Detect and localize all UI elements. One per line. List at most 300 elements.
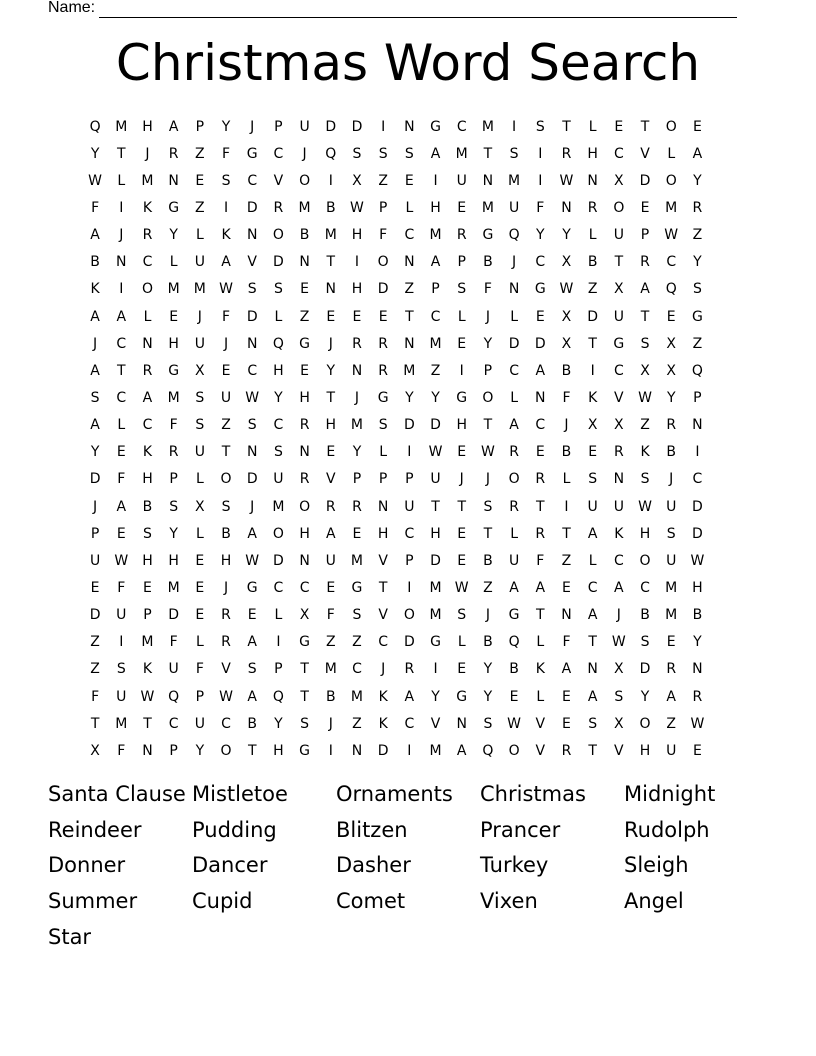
grid-letter: E xyxy=(692,118,702,135)
grid-letter: D xyxy=(587,308,599,325)
grid-letter: U xyxy=(273,471,284,488)
grid-letter: F xyxy=(379,227,388,244)
word-list-item: Turkey xyxy=(480,853,549,878)
grid-letter: S xyxy=(195,389,205,406)
grid-letter: R xyxy=(299,417,310,434)
grid-letter: E xyxy=(195,172,205,189)
grid-letter: U xyxy=(456,172,467,189)
grid-letter: H xyxy=(168,552,179,569)
grid-letter: N xyxy=(404,335,415,352)
grid-letter: O xyxy=(220,471,232,488)
grid-letter: J xyxy=(223,335,229,352)
grid-letter: J xyxy=(381,661,386,678)
grid-letter: U xyxy=(168,661,179,678)
grid-letter: F xyxy=(91,199,100,216)
grid-letter: T xyxy=(536,498,545,515)
grid-letter: U xyxy=(587,498,598,515)
grid-letter: C xyxy=(273,417,284,434)
grid-letter: H xyxy=(430,525,441,542)
grid-letter: T xyxy=(326,254,336,271)
grid-letter: F xyxy=(222,308,231,325)
grid-letter: P xyxy=(431,281,440,298)
grid-row xyxy=(82,113,711,140)
grid-letter: N xyxy=(299,444,310,461)
grid-letter: M xyxy=(167,579,180,596)
grid-row xyxy=(82,303,711,330)
grid-letter: M xyxy=(429,742,442,759)
word-list-item: Donner xyxy=(48,853,126,878)
grid-letter: S xyxy=(143,525,152,542)
grid-letter: R xyxy=(221,607,231,624)
grid-letter: U xyxy=(116,607,127,624)
grid-letter: Y xyxy=(195,742,205,759)
grid-letter: M xyxy=(324,227,337,244)
grid-letter: J xyxy=(250,498,255,515)
grid-letter: T xyxy=(588,634,597,651)
grid-letter: T xyxy=(640,308,650,325)
grid-letter: L xyxy=(379,444,388,461)
grid-letter: Z xyxy=(90,661,100,678)
word-list-item: Vixen xyxy=(480,889,538,914)
grid-letter: M xyxy=(115,118,128,135)
grid-letter: D xyxy=(168,607,180,624)
grid-letter: L xyxy=(457,308,466,325)
grid-letter: U xyxy=(666,552,677,569)
grid-letter: E xyxy=(300,362,310,379)
grid-letter: S xyxy=(483,498,493,515)
grid-letter: O xyxy=(220,742,232,759)
word-row xyxy=(48,848,768,884)
grid-letter: R xyxy=(640,254,650,271)
grid-letter: V xyxy=(535,742,546,759)
word-list-item: Christmas xyxy=(480,781,586,806)
grid-letter: Z xyxy=(430,362,441,379)
grid-letter: X xyxy=(352,172,362,189)
grid-letter: L xyxy=(536,688,545,705)
grid-letter: E xyxy=(221,362,231,379)
grid-letter: C xyxy=(535,254,546,271)
grid-letter: Z xyxy=(587,281,598,298)
grid-letter: T xyxy=(640,118,650,135)
grid-letter: S xyxy=(247,281,257,298)
word-list-item: Dasher xyxy=(336,853,411,878)
grid-letter: A xyxy=(90,362,100,379)
word-list-item: Santa Clause xyxy=(48,781,186,806)
grid-letter: B xyxy=(561,444,572,461)
grid-letter: S xyxy=(273,281,283,298)
word-list-item: Sleigh xyxy=(624,853,689,878)
grid-letter: T xyxy=(326,389,336,406)
grid-letter: U xyxy=(194,335,205,352)
grid-letter: T xyxy=(562,525,571,542)
grid-letter: S xyxy=(640,471,650,488)
grid-letter: O xyxy=(299,498,311,515)
grid-letter: R xyxy=(378,362,389,379)
grid-letter: S xyxy=(692,281,702,298)
grid-letter: F xyxy=(326,607,335,624)
grid-letter: Z xyxy=(404,281,415,298)
grid-letter: P xyxy=(352,471,362,488)
grid-letter: Y xyxy=(562,227,571,244)
grid-letter: X xyxy=(614,172,624,189)
grid-letter: M xyxy=(665,579,678,596)
grid-letter: N xyxy=(299,254,310,271)
grid-letter: A xyxy=(325,525,336,542)
grid-letter: H xyxy=(299,389,310,406)
grid-letter: B xyxy=(325,199,336,216)
grid-letter: P xyxy=(143,607,152,624)
grid-letter: D xyxy=(246,308,258,325)
grid-letter: I xyxy=(538,145,543,162)
grid-letter: Q xyxy=(272,335,284,352)
grid-letter: G xyxy=(351,579,363,596)
grid-letter: N xyxy=(246,227,258,244)
grid-letter: X xyxy=(561,254,572,271)
grid-row xyxy=(82,194,711,221)
grid-letter: W xyxy=(428,444,443,461)
grid-letter: D xyxy=(89,607,101,624)
grid-letter: M xyxy=(272,498,285,515)
grid-letter: L xyxy=(562,471,571,488)
grid-letter: M xyxy=(298,199,311,216)
grid-letter: S xyxy=(614,688,624,705)
grid-letter: J xyxy=(328,715,333,732)
grid-letter: B xyxy=(509,661,519,678)
grid-letter: U xyxy=(666,498,677,515)
grid-letter: M xyxy=(429,335,442,352)
grid-letter: E xyxy=(300,281,310,298)
grid-letter: L xyxy=(588,552,597,569)
grid-letter: A xyxy=(247,688,257,705)
grid-letter: X xyxy=(614,661,624,678)
grid-letter: C xyxy=(116,335,127,352)
grid-letter: I xyxy=(328,172,333,189)
word-list-item: Comet xyxy=(336,889,406,914)
grid-letter: R xyxy=(587,199,598,216)
grid-letter: N xyxy=(142,742,153,759)
grid-letter: E xyxy=(143,579,152,596)
grid-letter: R xyxy=(509,444,519,461)
grid-letter: N xyxy=(587,661,598,678)
grid-letter: U xyxy=(194,715,205,732)
grid-letter: O xyxy=(508,471,520,488)
grid-letter: F xyxy=(117,742,126,759)
grid-letter: A xyxy=(666,688,676,705)
grid-letter: Q xyxy=(482,742,494,759)
grid-letter: J xyxy=(328,335,333,352)
grid-letter: R xyxy=(535,525,546,542)
grid-letter: L xyxy=(588,118,597,135)
grid-letter: E xyxy=(457,525,467,542)
grid-letter: R xyxy=(666,661,677,678)
grid-letter: Y xyxy=(90,444,100,461)
grid-letter: J xyxy=(250,118,255,135)
grid-letter: K xyxy=(142,661,153,678)
grid-letter: B xyxy=(325,688,336,705)
grid-letter: B xyxy=(587,254,598,271)
grid-letter: X xyxy=(666,362,677,379)
grid-letter: T xyxy=(117,145,126,162)
grid-letter: H xyxy=(377,525,389,542)
grid-letter: V xyxy=(378,552,388,569)
grid-letter: J xyxy=(459,471,464,488)
grid-letter: Z xyxy=(561,552,572,569)
grid-letter: M xyxy=(350,417,364,434)
grid-letter: B xyxy=(483,254,493,271)
grid-letter: T xyxy=(562,118,571,135)
grid-letter: I xyxy=(407,742,412,759)
grid-letter: C xyxy=(587,579,598,596)
grid-letter: N xyxy=(456,715,467,732)
grid-letter: N xyxy=(404,254,415,271)
grid-letter: Y xyxy=(693,634,702,651)
grid-letter: E xyxy=(535,444,545,461)
grid-row xyxy=(82,384,711,411)
grid-row xyxy=(82,574,711,601)
grid-letter: U xyxy=(508,199,520,216)
grid-letter: J xyxy=(93,335,98,352)
grid-letter: N xyxy=(613,471,625,488)
grid-letter: I xyxy=(459,362,464,379)
grid-letter: K xyxy=(614,525,624,542)
grid-letter: A xyxy=(456,742,467,759)
grid-letter: G xyxy=(456,688,468,705)
grid-letter: J xyxy=(485,308,490,325)
grid-letter: X xyxy=(195,498,205,515)
grid-letter: S xyxy=(116,661,126,678)
grid-letter: V xyxy=(273,172,284,189)
grid-letter: E xyxy=(247,607,257,624)
grid-letter: Q xyxy=(89,118,101,135)
grid-letter: A xyxy=(640,281,650,298)
grid-letter: Y xyxy=(169,227,178,244)
grid-letter: R xyxy=(613,444,624,461)
grid-letter: S xyxy=(378,145,388,162)
grid-letter: O xyxy=(272,227,284,244)
grid-letter: L xyxy=(405,199,414,216)
grid-letter: C xyxy=(168,715,179,732)
grid-letter: T xyxy=(405,308,414,325)
grid-letter: M xyxy=(481,118,494,135)
grid-letter: H xyxy=(430,199,441,216)
grid-letter: D xyxy=(273,552,284,569)
grid-letter: C xyxy=(352,661,362,678)
grid-letter: V xyxy=(614,389,624,406)
grid-letter: B xyxy=(299,227,310,244)
grid-letter: M xyxy=(508,172,521,189)
grid-letter: R xyxy=(142,362,153,379)
grid-letter: V xyxy=(614,742,624,759)
grid-letter: E xyxy=(326,308,336,325)
grid-letter: N xyxy=(246,444,258,461)
grid-letter: D xyxy=(325,118,337,135)
grid-letter: R xyxy=(509,498,519,515)
grid-letter: I xyxy=(564,498,569,515)
grid-letter: A xyxy=(221,254,231,271)
grid-letter: O xyxy=(665,172,677,189)
grid-letter: C xyxy=(640,579,650,596)
grid-letter: W xyxy=(690,552,705,569)
word-list-item: Mistletoe xyxy=(192,781,288,806)
grid-letter: P xyxy=(640,227,650,244)
grid-letter: E xyxy=(614,118,624,135)
grid-letter: Y xyxy=(483,688,493,705)
name-underline xyxy=(99,3,737,18)
grid-letter: B xyxy=(221,525,231,542)
grid-letter: J xyxy=(93,498,98,515)
grid-letter: R xyxy=(404,661,415,678)
grid-letter: G xyxy=(534,281,546,298)
grid-letter: R xyxy=(378,335,389,352)
grid-letter: G xyxy=(299,335,311,352)
grid-letter: B xyxy=(90,254,100,271)
grid-letter: E xyxy=(352,525,362,542)
grid-letter: D xyxy=(534,335,546,352)
grid-row xyxy=(82,140,711,167)
word-row xyxy=(48,919,768,955)
grid-letter: P xyxy=(378,199,388,216)
grid-letter: G xyxy=(299,634,311,651)
word-row xyxy=(48,776,768,812)
grid-letter: J xyxy=(616,607,621,624)
word-list-item: Rudolph xyxy=(624,817,710,842)
grid-letter: D xyxy=(692,525,703,542)
grid-letter: X xyxy=(561,335,572,352)
grid-letter: J xyxy=(485,607,490,624)
grid-letter: R xyxy=(221,634,231,651)
grid-letter: S xyxy=(221,498,231,515)
word-list-item: Cupid xyxy=(192,889,253,914)
grid-letter: W xyxy=(454,579,469,596)
grid-letter: E xyxy=(195,552,205,569)
grid-letter: M xyxy=(455,145,468,162)
grid-row xyxy=(82,466,711,493)
grid-letter: X xyxy=(614,417,624,434)
grid-letter: U xyxy=(220,389,232,406)
grid-letter: O xyxy=(508,742,520,759)
grid-letter: F xyxy=(536,199,545,216)
grid-letter: U xyxy=(194,254,205,271)
grid-letter: P xyxy=(169,742,178,759)
grid-row xyxy=(82,412,711,439)
grid-letter: D xyxy=(273,254,284,271)
grid-letter: Q xyxy=(168,688,180,705)
grid-letter: S xyxy=(483,715,493,732)
grid-letter: D xyxy=(639,661,651,678)
grid-letter: C xyxy=(247,362,258,379)
letter-grid xyxy=(82,113,711,764)
grid-letter: O xyxy=(299,172,311,189)
grid-letter: A xyxy=(142,389,153,406)
grid-letter: I xyxy=(407,579,412,596)
name-field xyxy=(48,0,737,18)
grid-letter: B xyxy=(483,552,493,569)
grid-letter: Z xyxy=(325,634,336,651)
grid-letter: G xyxy=(168,199,180,216)
grid-letter: P xyxy=(274,661,283,678)
grid-letter: I xyxy=(276,634,281,651)
grid-letter: C xyxy=(273,579,284,596)
grid-letter: J xyxy=(197,308,202,325)
name-label: Name: xyxy=(48,0,96,16)
grid-letter: J xyxy=(564,417,569,434)
grid-letter: G xyxy=(482,227,494,244)
grid-letter: Z xyxy=(352,634,362,651)
grid-letter: V xyxy=(221,661,231,678)
grid-letter: G xyxy=(168,362,180,379)
grid-letter: W xyxy=(559,172,574,189)
grid-letter: A xyxy=(116,308,127,325)
grid-row xyxy=(82,222,711,249)
grid-letter: M xyxy=(403,362,416,379)
grid-letter: K xyxy=(535,661,545,678)
grid-letter: W xyxy=(245,389,260,406)
grid-letter: W xyxy=(638,498,652,515)
grid-letter: L xyxy=(667,145,676,162)
grid-letter: F xyxy=(195,661,204,678)
grid-letter: Y xyxy=(483,335,493,352)
grid-letter: E xyxy=(326,444,336,461)
grid-letter: D xyxy=(377,742,389,759)
grid-letter: D xyxy=(508,335,520,352)
grid-letter: S xyxy=(640,335,650,352)
grid-letter: J xyxy=(485,471,490,488)
grid-letter: H xyxy=(273,742,284,759)
grid-letter: X xyxy=(195,362,205,379)
grid-letter: R xyxy=(352,498,362,515)
grid-letter: X xyxy=(614,281,624,298)
grid-letter: I xyxy=(119,634,124,651)
grid-letter: A xyxy=(90,417,100,434)
grid-letter: T xyxy=(483,525,493,542)
grid-letter: A xyxy=(561,661,572,678)
grid-letter: N xyxy=(168,172,179,189)
grid-letter: N xyxy=(561,199,572,216)
grid-letter: F xyxy=(562,389,571,406)
grid-letter: W xyxy=(664,227,679,244)
grid-letter: S xyxy=(169,498,179,515)
grid-letter: J xyxy=(119,227,124,244)
grid-letter: T xyxy=(588,742,597,759)
grid-letter: U xyxy=(116,688,127,705)
grid-letter: G xyxy=(377,389,389,406)
grid-letter: E xyxy=(195,607,205,624)
grid-letter: E xyxy=(457,444,467,461)
grid-letter: I xyxy=(119,199,124,216)
grid-letter: A xyxy=(509,579,519,596)
grid-letter: W xyxy=(350,199,364,216)
grid-letter: K xyxy=(640,444,650,461)
grid-letter: S xyxy=(300,715,310,732)
grid-letter: L xyxy=(195,471,204,488)
grid-row xyxy=(82,249,711,276)
grid-letter: J xyxy=(512,254,517,271)
grid-letter: C xyxy=(430,308,441,325)
grid-letter: Z xyxy=(195,199,205,216)
grid-letter: A xyxy=(587,525,598,542)
grid-letter: M xyxy=(324,661,337,678)
grid-letter: E xyxy=(562,579,571,596)
grid-letter: N xyxy=(535,389,546,406)
grid-letter: R xyxy=(168,444,179,461)
grid-letter: Z xyxy=(666,715,677,732)
grid-letter: Q xyxy=(272,688,284,705)
grid-letter: D xyxy=(377,281,389,298)
grid-letter: P xyxy=(195,688,205,705)
grid-letter: L xyxy=(457,634,466,651)
grid-letter: M xyxy=(115,715,128,732)
grid-letter: C xyxy=(142,417,153,434)
